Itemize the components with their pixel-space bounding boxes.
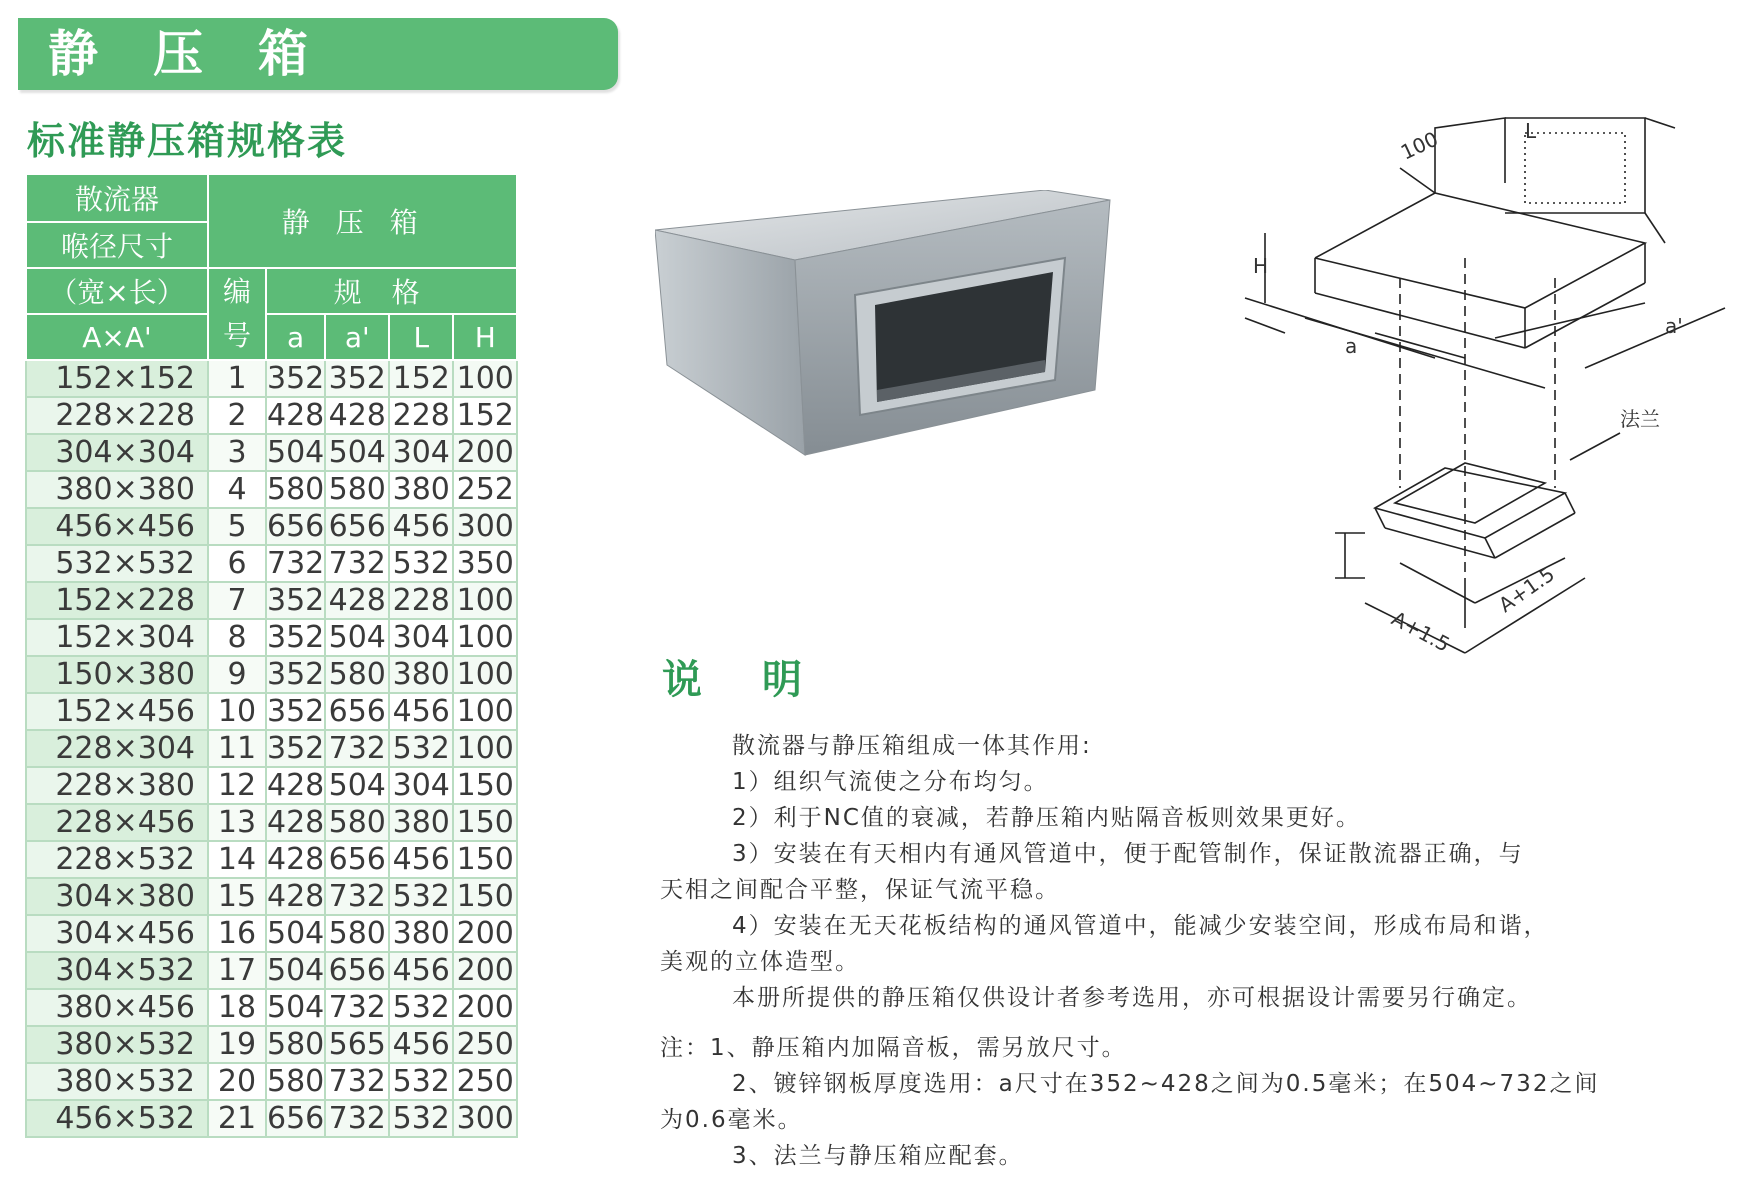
- cell-H: 100: [453, 619, 517, 656]
- cell-a2: 656: [325, 508, 389, 545]
- cell-a2: 504: [325, 434, 389, 471]
- cell-a: 656: [267, 509, 325, 544]
- cell-size: 304×380: [26, 878, 208, 915]
- label-100: 100: [1396, 126, 1442, 165]
- cell-a: 428: [267, 879, 325, 914]
- cell-L: 228: [389, 397, 453, 434]
- header-diffuser-1: 散流器: [26, 174, 208, 222]
- cell-L: 532: [389, 730, 453, 767]
- cell-no: 11: [208, 730, 266, 767]
- cell-a: 428: [267, 842, 325, 877]
- cell-a: 352: [267, 694, 325, 729]
- cell-size: 380×456: [26, 989, 208, 1026]
- cell-no: 12: [208, 767, 266, 804]
- table-row: [26, 804, 517, 841]
- cell-H: 250: [453, 1063, 517, 1100]
- cell-size: 304×304: [26, 434, 208, 471]
- table-row: [26, 656, 517, 693]
- table-row: [26, 989, 517, 1026]
- cell-a2: 504: [325, 767, 389, 804]
- header-a: a: [266, 314, 325, 360]
- plenum-box-diagram: [1225, 108, 1745, 708]
- cell-no: 18: [208, 989, 266, 1026]
- cell-a: 352: [267, 731, 325, 766]
- cell-H: 350: [453, 545, 517, 582]
- header-diffuser-4: A×A': [26, 314, 208, 360]
- cell-no: 17: [208, 952, 266, 989]
- cell-size: 456×456: [26, 508, 208, 545]
- cell-no: 8: [208, 619, 266, 656]
- label-a: a: [1345, 334, 1358, 358]
- table-title: 标准静压箱规格表: [27, 119, 348, 163]
- cell-L: 456: [389, 1026, 453, 1063]
- page-title: 静压箱: [48, 25, 363, 83]
- table-row: [26, 952, 517, 989]
- cell-H: 100: [453, 656, 517, 693]
- cell-H: 100: [453, 360, 517, 397]
- cell-size: 152×456: [26, 693, 208, 730]
- cell-no: 5: [208, 508, 266, 545]
- cell-H: 300: [453, 508, 517, 545]
- cell-size: 380×532: [26, 1026, 208, 1063]
- cell-a2: 732: [325, 989, 389, 1026]
- cell-L: 380: [389, 915, 453, 952]
- cell-a: 428: [267, 398, 325, 433]
- cell-a2: 504: [325, 619, 389, 656]
- description-item-1: 1）组织气流使之分布均匀。: [732, 769, 1049, 795]
- cell-H: 252: [453, 471, 517, 508]
- cell-L: 380: [389, 656, 453, 693]
- note-3: 3、法兰与静压箱应配套。: [732, 1143, 1024, 1169]
- cell-L: 456: [389, 952, 453, 989]
- table-row: [26, 730, 517, 767]
- cell-a2: 565: [325, 1026, 389, 1063]
- cell-a: 352: [267, 657, 325, 692]
- table-row: [26, 878, 517, 915]
- cell-size: 152×228: [26, 582, 208, 619]
- cell-no: 9: [208, 656, 266, 693]
- cell-no: 6: [208, 545, 266, 582]
- table-row: [26, 397, 517, 434]
- cell-a2: 428: [325, 582, 389, 619]
- header-diffuser-3: （宽×长）: [26, 268, 208, 314]
- cell-L: 456: [389, 508, 453, 545]
- header-no: 编号: [208, 268, 266, 360]
- description-item-3a: 3）安装在有天相内有通风管道中，便于配管制作，保证散流器正确，与: [732, 841, 1524, 867]
- label-H: H: [1253, 254, 1269, 278]
- cell-L: 532: [389, 1100, 453, 1137]
- label-flange: 法兰: [1620, 407, 1660, 431]
- description-body: [660, 728, 1720, 1174]
- cell-H: 200: [453, 434, 517, 471]
- cell-a: 352: [267, 361, 325, 396]
- cell-H: 150: [453, 841, 517, 878]
- spec-table-body: [26, 360, 517, 1137]
- cell-no: 3: [208, 434, 266, 471]
- cell-H: 150: [453, 767, 517, 804]
- cell-L: 228: [389, 582, 453, 619]
- cell-L: 152: [389, 360, 453, 397]
- table-row: [26, 693, 517, 730]
- header-a-prime: a': [325, 314, 389, 360]
- cell-no: 21: [208, 1100, 266, 1137]
- description-intro: 散流器与静压箱组成一体其作用:: [732, 733, 1092, 759]
- cell-a2: 580: [325, 804, 389, 841]
- description-title: 说明: [662, 657, 862, 703]
- cell-a: 580: [267, 472, 325, 507]
- cell-a: 732: [267, 546, 325, 581]
- cell-a2: 352: [325, 360, 389, 397]
- cell-size: 228×380: [26, 767, 208, 804]
- header-banner: [18, 18, 618, 90]
- cell-a: 352: [267, 620, 325, 655]
- cell-no: 4: [208, 471, 266, 508]
- cell-no: 1: [208, 360, 266, 397]
- cell-no: 19: [208, 1026, 266, 1063]
- cell-H: 100: [453, 730, 517, 767]
- cell-no: 10: [208, 693, 266, 730]
- cell-a2: 580: [325, 471, 389, 508]
- cell-H: 200: [453, 915, 517, 952]
- cell-L: 380: [389, 471, 453, 508]
- label-L: L: [1525, 119, 1537, 143]
- header-diffuser-2: 喉径尺寸: [26, 222, 208, 268]
- table-row: [26, 545, 517, 582]
- header-box: 静压箱: [208, 174, 517, 268]
- cell-H: 200: [453, 989, 517, 1026]
- description-item-2: 2）利于NC值的衰减，若静压箱内贴隔音板则效果更好。: [732, 805, 1361, 831]
- cell-a: 580: [267, 1027, 325, 1062]
- table-row: [26, 841, 517, 878]
- cell-a2: 428: [325, 397, 389, 434]
- table-row: [26, 767, 517, 804]
- cell-H: 100: [453, 582, 517, 619]
- cell-a: 504: [267, 435, 325, 470]
- cell-a2: 656: [325, 952, 389, 989]
- cell-a2: 580: [325, 656, 389, 693]
- cell-a2: 656: [325, 693, 389, 730]
- cell-a: 428: [267, 768, 325, 803]
- cell-no: 20: [208, 1063, 266, 1100]
- cell-no: 2: [208, 397, 266, 434]
- label-a-plus-1-5: A+1.5: [1387, 606, 1454, 657]
- description-item-4a: 4）安装在无天花板结构的通风管道中，能减少安装空间，形成布局和谐，: [732, 913, 1549, 939]
- cell-no: 16: [208, 915, 266, 952]
- label-a-prime: a': [1665, 314, 1683, 338]
- table-row: [26, 360, 517, 397]
- table-row: [26, 582, 517, 619]
- header-L: L: [389, 314, 453, 360]
- cell-a: 504: [267, 916, 325, 951]
- cell-a: 504: [267, 990, 325, 1025]
- cell-size: 456×532: [26, 1100, 208, 1137]
- cell-size: 228×228: [26, 397, 208, 434]
- cell-L: 532: [389, 1063, 453, 1100]
- table-row: [26, 434, 517, 471]
- table-row: [26, 471, 517, 508]
- description-item-5: 本册所提供的静压箱仅供设计者参考选用，亦可根据设计需要另行确定。: [732, 985, 1532, 1011]
- cell-a2: 580: [325, 915, 389, 952]
- cell-size: 380×380: [26, 471, 208, 508]
- note-1: 注：1、静压箱内加隔音板，需另放尺寸。: [660, 1035, 1127, 1061]
- cell-size: 532×532: [26, 545, 208, 582]
- spec-table: [25, 173, 518, 1138]
- cell-H: 300: [453, 1100, 517, 1137]
- cell-L: 532: [389, 878, 453, 915]
- cell-H: 150: [453, 804, 517, 841]
- cell-size: 228×304: [26, 730, 208, 767]
- cell-H: 250: [453, 1026, 517, 1063]
- cell-L: 304: [389, 619, 453, 656]
- cell-a: 656: [267, 1101, 325, 1136]
- cell-H: 150: [453, 878, 517, 915]
- cell-a2: 732: [325, 730, 389, 767]
- cell-size: 150×380: [26, 656, 208, 693]
- table-row: [26, 1026, 517, 1063]
- cell-H: 152: [453, 397, 517, 434]
- cell-a: 428: [267, 805, 325, 840]
- cell-no: 15: [208, 878, 266, 915]
- cell-size: 228×532: [26, 841, 208, 878]
- cell-L: 304: [389, 767, 453, 804]
- cell-no: 13: [208, 804, 266, 841]
- cell-a2: 732: [325, 1063, 389, 1100]
- cell-no: 14: [208, 841, 266, 878]
- cell-a: 580: [267, 1064, 325, 1099]
- cell-size: 380×532: [26, 1063, 208, 1100]
- cell-L: 456: [389, 841, 453, 878]
- cell-L: 456: [389, 693, 453, 730]
- label-a-plus-1-5-b: A+1.5: [1494, 561, 1559, 618]
- table-row: [26, 508, 517, 545]
- cell-size: 228×456: [26, 804, 208, 841]
- description-item-4b: 美观的立体造型。: [660, 949, 860, 975]
- cell-a2: 732: [325, 1100, 389, 1137]
- header-spec: 规格: [266, 268, 517, 314]
- cell-size: 304×456: [26, 915, 208, 952]
- note-2a: 2、镀锌钢板厚度选用：a尺寸在352~428之间为0.5毫米；在504~732之间: [732, 1071, 1600, 1097]
- cell-L: 304: [389, 434, 453, 471]
- table-row: [26, 619, 517, 656]
- plenum-box-photo: [655, 190, 1120, 500]
- cell-size: 152×152: [26, 360, 208, 397]
- table-row: [26, 1063, 517, 1100]
- cell-no: 7: [208, 582, 266, 619]
- cell-size: 304×532: [26, 952, 208, 989]
- description-item-3b: 天相之间配合平整，保证气流平稳。: [660, 877, 1060, 903]
- cell-L: 532: [389, 545, 453, 582]
- header-H: H: [453, 314, 517, 360]
- cell-a: 504: [267, 953, 325, 988]
- cell-a2: 732: [325, 878, 389, 915]
- cell-size: 152×304: [26, 619, 208, 656]
- note-2b: 为0.6毫米。: [660, 1107, 803, 1133]
- cell-L: 380: [389, 804, 453, 841]
- cell-H: 100: [453, 693, 517, 730]
- cell-a2: 732: [325, 545, 389, 582]
- table-row: [26, 1100, 517, 1137]
- table-row: [26, 915, 517, 952]
- cell-a2: 656: [325, 841, 389, 878]
- cell-L: 532: [389, 989, 453, 1026]
- cell-a: 352: [267, 583, 325, 618]
- cell-H: 200: [453, 952, 517, 989]
